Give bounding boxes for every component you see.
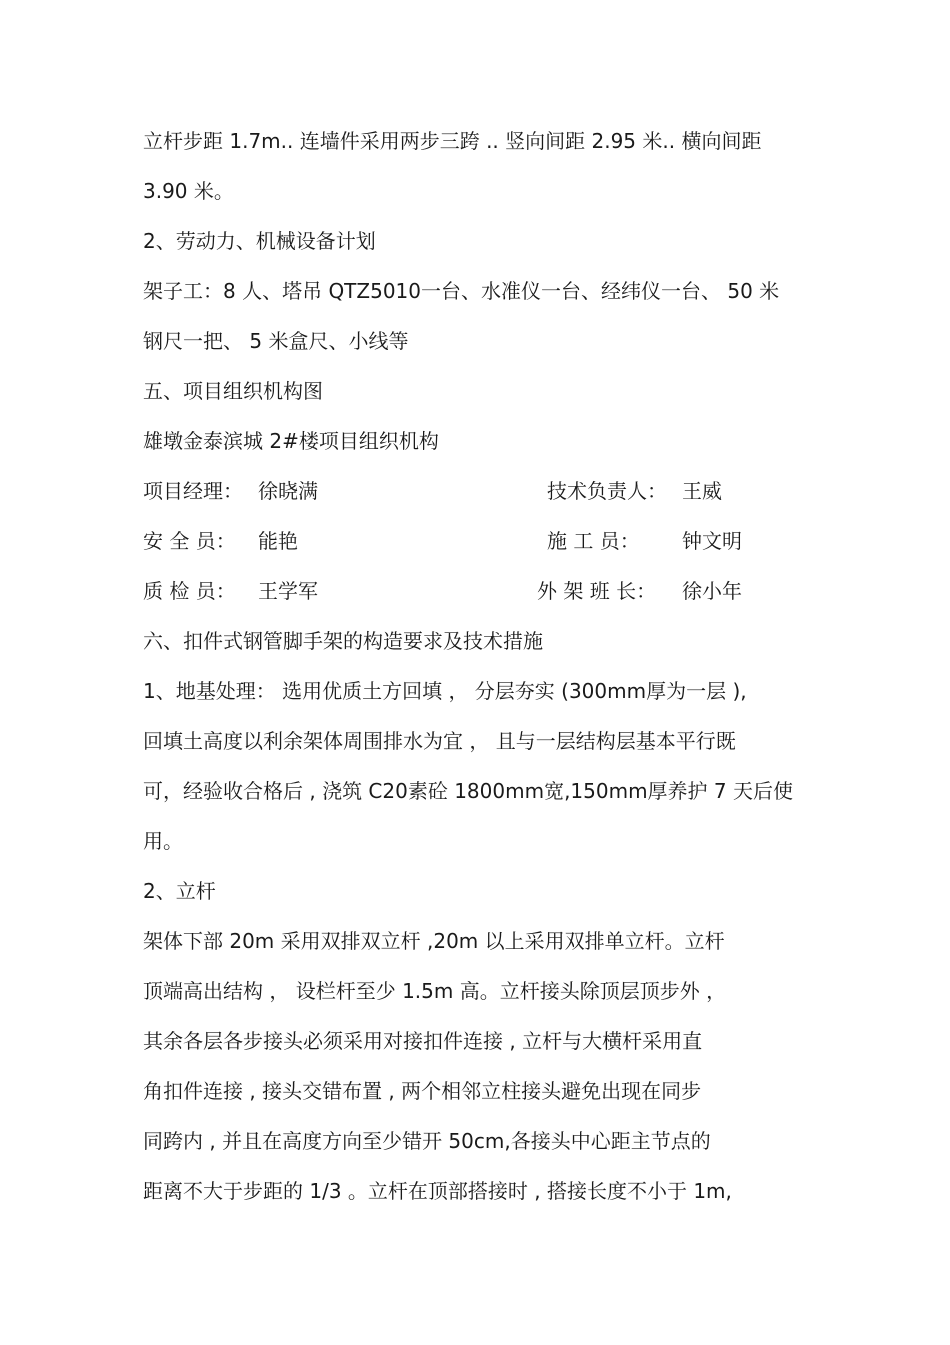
org-title: 雄墩金泰滨城 2#楼项目组织机构 [143, 429, 439, 453]
org-label-pm: 项目经理： [143, 479, 243, 503]
text-line: 回填土高度以利余架体周围排水为宜 ， 且与一层结构层基本平行既 [143, 729, 736, 753]
org-label-tech: 技术负责人： [547, 479, 667, 503]
text-line: 同跨内 , 并且在高度方向至少错开 50cm,各接头中心距主节点的 [143, 1129, 711, 1153]
text-line: 3.90 米。 [143, 179, 234, 203]
org-name-construction: 钟文明 [682, 529, 742, 553]
text-line: 立杆步距 1.7m.. 连墙件采用两步三跨 .. 竖向间距 2.95 米.. 横向间距 [143, 129, 762, 153]
text-line: 可，经验收合格后 , 浇筑 C20素砼 1800mm宽,150mm厚养护 7 天后使 [143, 779, 793, 803]
org-name-safety: 能艳 [258, 529, 298, 553]
section-heading: 五、项目组织机构图 [143, 379, 323, 403]
org-label-construction: 施 工 员： [547, 529, 640, 553]
text-line: 距离不大于步距的 1/3 。立杆在顶部搭接时 , 搭接长度不小于 1m, [143, 1179, 732, 1203]
text-line: 架子工：8 人、塔吊 QTZ5010一台、水准仪一台、经纬仪一台、 50 米 [143, 279, 780, 303]
org-label-qc: 质 检 员： [143, 579, 236, 603]
org-label-safety: 安 全 员： [143, 529, 236, 553]
org-name-tech: 王威 [682, 479, 722, 503]
subsection-heading: 2、立杆 [143, 879, 216, 903]
text-line: 其余各层各步接头必须采用对接扣件连接 , 立杆与大横杆采用直 [143, 1029, 703, 1053]
text-line: 角扣件连接 , 接头交错布置 , 两个相邻立柱接头避免出现在同步 [143, 1079, 702, 1103]
text-line: 架体下部 20m 采用双排双立杆 ,20m 以上采用双排单立杆。立杆 [143, 929, 725, 953]
section-heading: 六、扣件式钢管脚手架的构造要求及技术措施 [143, 629, 543, 653]
org-name-scaffold: 徐小年 [682, 579, 742, 603]
org-name-qc: 王学军 [258, 579, 318, 603]
section-heading: 2、劳动力、机械设备计划 [143, 229, 376, 253]
text-line: 钢尺一把、 5 米盒尺、小线等 [143, 329, 409, 353]
text-line: 1、地基处理： 选用优质土方回填 ， 分层夯实 (300mm厚为一层 ), [143, 679, 747, 703]
text-line: 用。 [143, 829, 183, 853]
org-name-pm: 徐晓满 [258, 479, 318, 503]
text-line: 顶端高出结构 ， 设栏杆至少 1.5m 高。立杆接头除顶层顶步外 ， [143, 979, 727, 1003]
org-label-scaffold: 外 架 班 长： [537, 579, 657, 603]
